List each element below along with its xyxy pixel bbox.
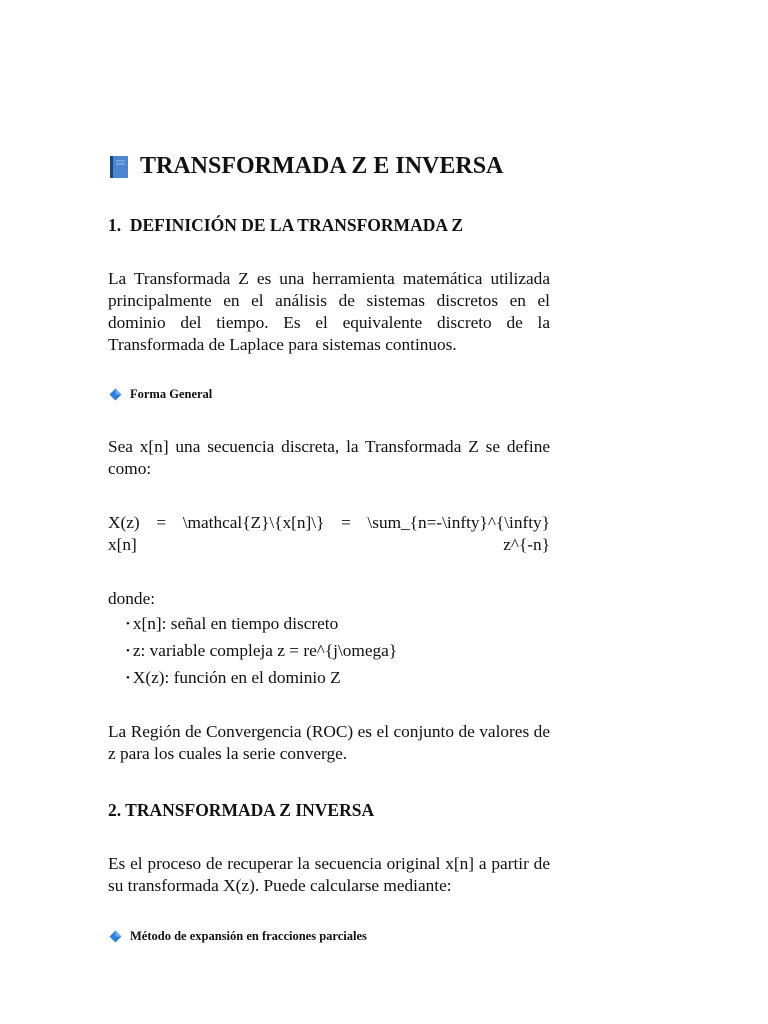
- list-item: • x[n]: señal en tiempo discreto: [126, 614, 339, 633]
- roc-paragraph: La Región de Convergencia (ROC) es el conjunto de valores de z para los cuales la serie converge.: [108, 722, 550, 763]
- section-1-heading: 1. DEFINICIÓN DE LA TRANSFORMADA Z: [108, 215, 464, 235]
- forma-general-label: Forma General: [130, 387, 213, 401]
- where-label: donde:: [108, 589, 156, 608]
- forma-general-subheading: [108, 387, 212, 402]
- section-2-heading: 2. TRANSFORMADA Z INVERSA: [108, 800, 375, 820]
- list-item: • X(z): función en el dominio Z: [126, 668, 341, 687]
- list-item: • z: variable compleja z = re^{j\omega}: [126, 641, 398, 660]
- bullet-dot-icon: •: [126, 672, 130, 684]
- section-2-intro: Es el proceso de recuperar la secuencia original x[n] a partir de su transformada X(z). Puede calcularse mediante:: [108, 854, 550, 895]
- blue-diamond-icon: [109, 388, 122, 401]
- definition-list: [126, 613, 397, 694]
- blue-book-icon: [108, 155, 130, 179]
- partial-fractions-label: Método de expansión en fracciones parciales: [130, 929, 367, 943]
- bullet-dot-icon: •: [126, 618, 130, 630]
- blue-diamond-icon: [109, 930, 122, 943]
- partial-fractions-subheading: [108, 929, 367, 944]
- definition-intro: Sea x[n] una secuencia discreta, la Transformada Z se define como:: [108, 437, 550, 478]
- title-text: TRANSFORMADA Z E INVERSA: [140, 153, 504, 179]
- bullet-dot-icon: •: [126, 645, 130, 657]
- z-transform-formula: X(z) = \mathcal{Z}\{x[n]\} = \sum_{n=-\infty}^{\infty} x[n] z^{-n}: [108, 513, 550, 554]
- document-title: [108, 153, 608, 180]
- section-1-intro: La Transformada Z es una herramienta matemática utilizada principalmente en el análisis de sistemas discretos en el dominio del tiempo. Es el equivalente discreto de la Transformada de Laplace para sistemas continuos.: [108, 269, 550, 354]
